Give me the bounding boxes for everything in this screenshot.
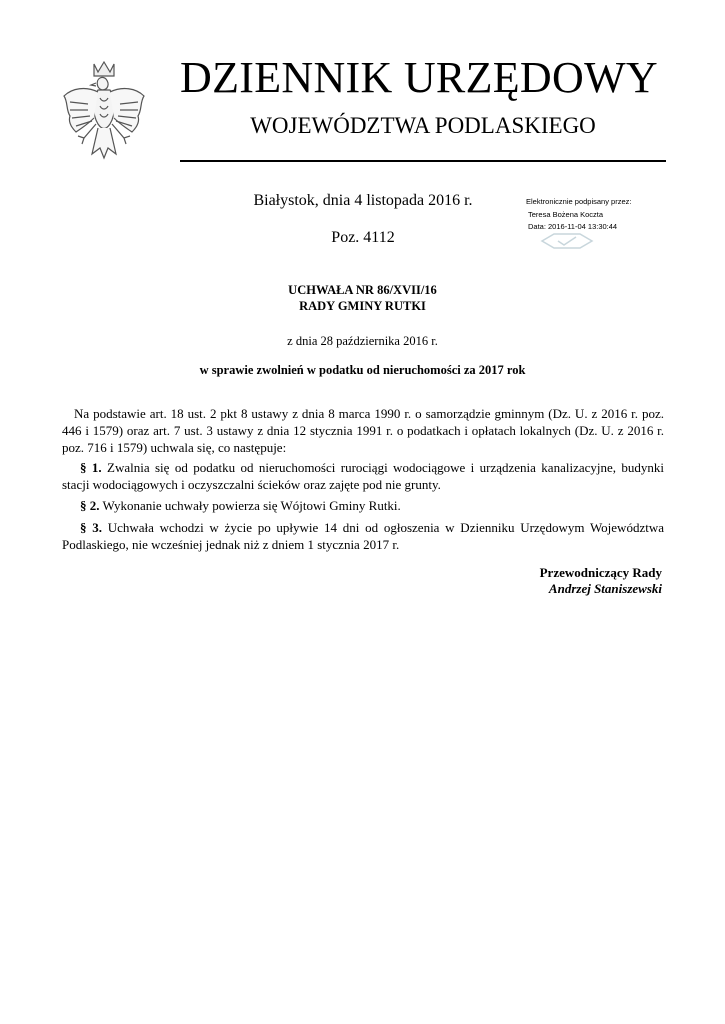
signature-block <box>400 565 662 597</box>
publication-subtitle: WOJEWÓDZTWA PODLASKIEGO <box>250 113 596 138</box>
electronic-signature-block[interactable] <box>526 196 676 256</box>
signature-date: Data: 2016-11-04 13:30:44 <box>528 222 618 231</box>
section-mark: § 2. <box>80 498 100 513</box>
section-text: Wykonanie uchwały powierza się Wójtowi Gminy Rutki. <box>99 498 401 513</box>
publication-title: DZIENNIK URZĘDOWY <box>180 53 658 102</box>
section-mark: § 1. <box>80 460 102 475</box>
section-mark: § 3. <box>80 520 102 535</box>
legal-basis-paragraph: Na podstawie art. 18 ust. 2 pkt 8 ustawy z dnia 8 marca 1990 r. o samorządzie gminnym (Dz. U. z 2016 r. poz. 446 i 1579) oraz art. 7 ust. 3 ustawy z dnia 12 stycznia 1991 r. o podatkach i opłatach lokalnych (Dz. U. z 2016 r. poz. 716 i 1579) uchwala się, co następuje: <box>62 406 664 455</box>
section-2 <box>62 497 664 514</box>
signature-check-icon <box>540 232 596 250</box>
place-and-date: Białystok, dnia 4 listopada 2016 r. <box>253 192 473 209</box>
white-eagle-emblem-icon <box>58 58 150 168</box>
resolution-date: z dnia 28 października 2016 r. <box>287 334 438 348</box>
position-number: Poz. 4112 <box>331 229 395 246</box>
signature-signer: Teresa Bożena Koczta <box>528 210 604 219</box>
resolution-subject: w sprawie zwolnień w podatku od nieruchomości za 2017 rok <box>199 363 526 377</box>
section-1 <box>62 459 664 493</box>
signer-role: Przewodniczący Rady <box>539 565 662 580</box>
signer-name: Andrzej Staniszewski <box>548 581 662 596</box>
section-3 <box>62 519 664 553</box>
section-text: Uchwała wchodzi w życie po upływie 14 dni od ogłoszenia w Dzienniku Urzędowym Województwa Podlaskiego, nie wcześniej jednak niż z dniem 1 stycznia 2017 r. <box>62 520 664 552</box>
signature-label: Elektronicznie podpisany przez: <box>526 197 632 206</box>
resolution-number: UCHWAŁA NR 86/XVII/16 <box>288 283 437 297</box>
resolution-council: RADY GMINY RUTKI <box>299 299 426 313</box>
resolution-title <box>80 282 645 314</box>
header-divider <box>180 160 666 162</box>
section-text: Zwalnia się od podatku od nieruchomości rurociągi wodociągowe i urządzenia kanalizacyjne, budynki stacji wodociągowych i oczyszczalni ścieków oraz zajęte pod nie grunty. <box>62 460 665 492</box>
